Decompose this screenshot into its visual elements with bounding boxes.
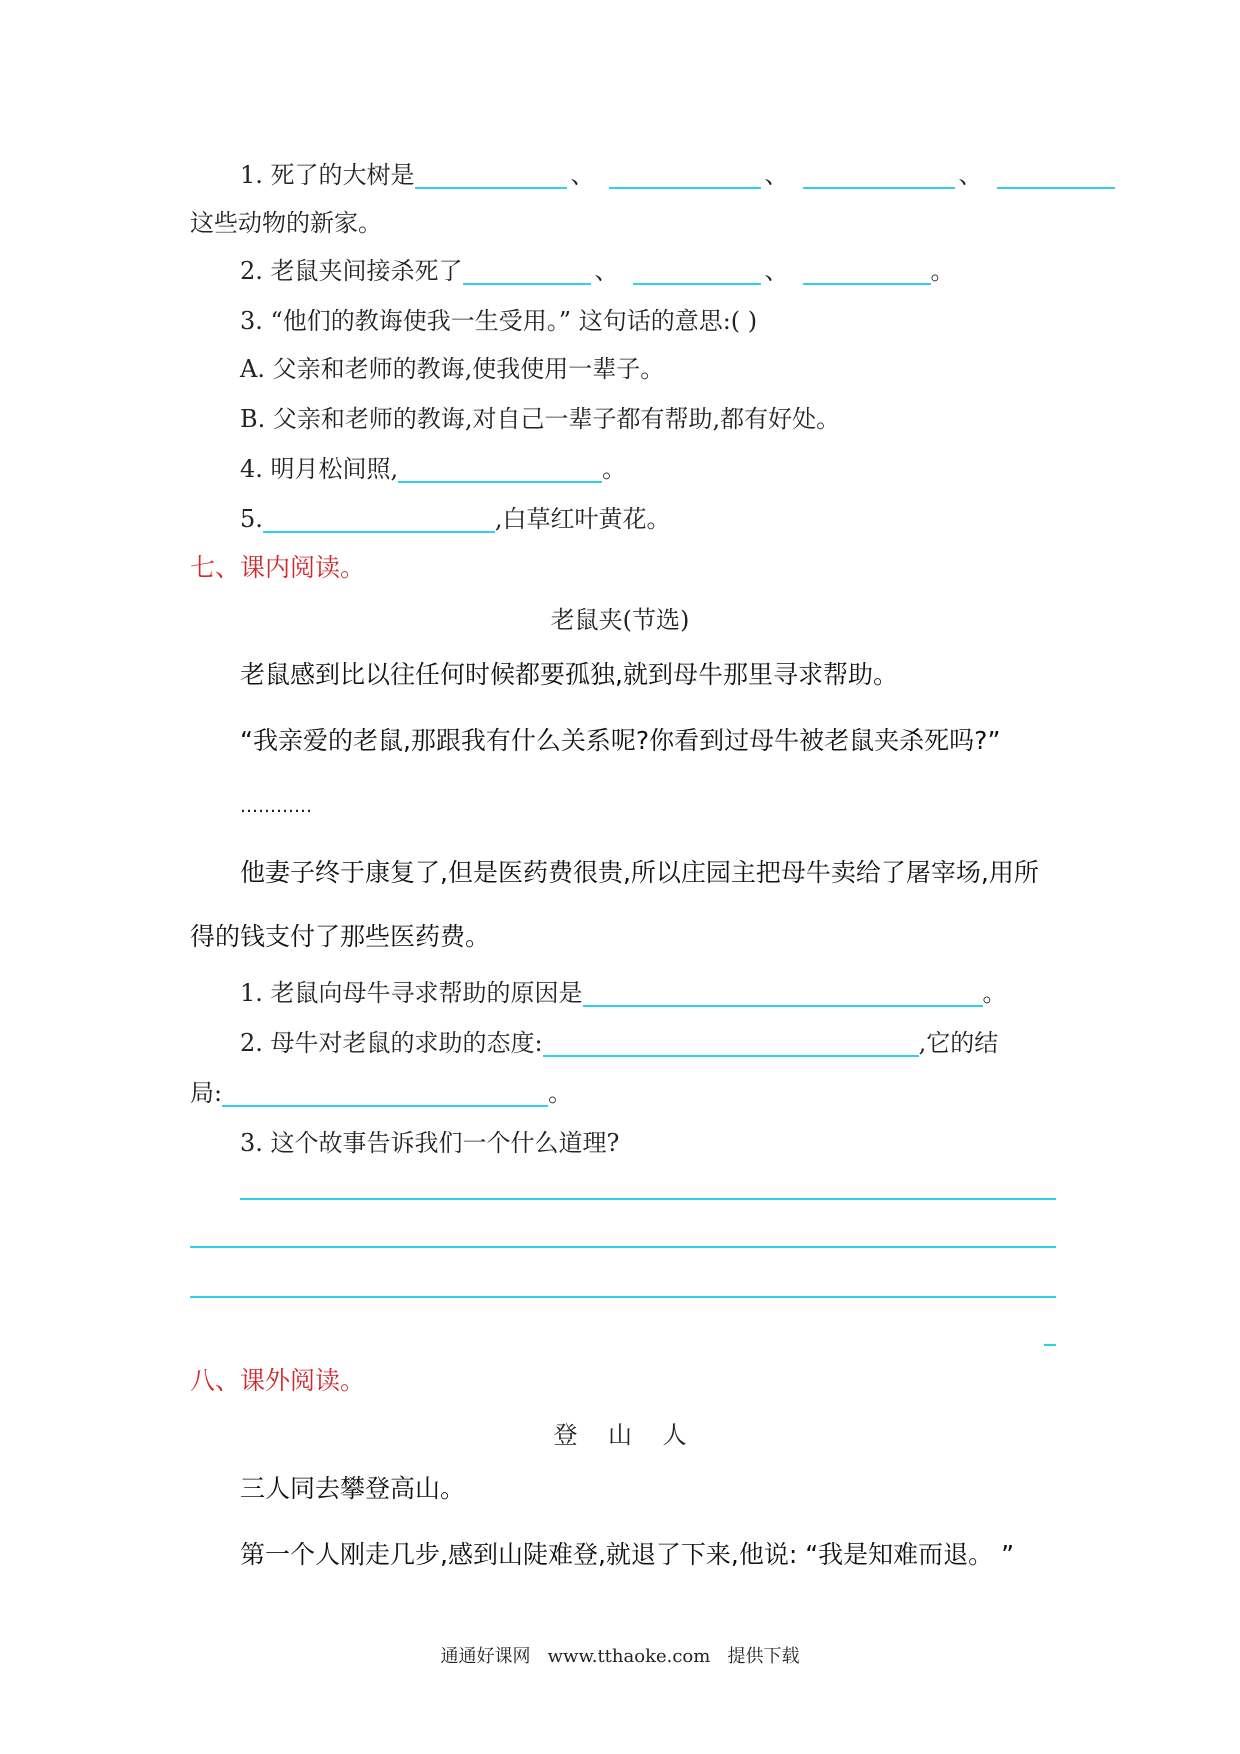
period: 。	[548, 1079, 573, 1107]
q2-line	[240, 254, 955, 288]
passage-paragraph-cont: 得的钱支付了那些医药费。	[190, 922, 491, 951]
q5-line	[240, 502, 671, 536]
separator: 、	[764, 161, 789, 189]
q3-question: 3. “他们的教诲使我一生受用。” 这句话的意思:( )	[240, 307, 758, 335]
passage-paragraph: 第一个人刚走几步,感到山陡难登,就退了下来,他说: “我是知难而退。 ”	[240, 1540, 1015, 1569]
answer-line[interactable]	[190, 1246, 1056, 1248]
answer-blank[interactable]	[415, 161, 567, 189]
passage-paragraph: 老鼠感到比以往任何时候都要孤独,就到母牛那里寻求帮助。	[240, 660, 898, 689]
s7-q2-prefix: 2. 母牛对老鼠的求助的态度:	[240, 1029, 543, 1057]
answer-blank[interactable]	[997, 161, 1115, 189]
s7-q1-line	[240, 976, 1007, 1010]
s7-q2-mid: ,它的结	[918, 1029, 999, 1057]
answer-blank[interactable]	[543, 1029, 919, 1057]
answer-blank[interactable]	[263, 505, 495, 533]
section7-heading: 七、课内阅读。	[190, 553, 366, 582]
answer-blank[interactable]	[633, 257, 761, 285]
s7-q2-cont: 局:	[190, 1079, 223, 1107]
separator: 、	[764, 257, 789, 285]
passage-paragraph: 三人同去攀登高山。	[240, 1474, 466, 1503]
answer-line[interactable]	[190, 1296, 1056, 1298]
q1-line	[240, 158, 1115, 192]
q2-prefix: 2. 老鼠夹间接杀死了	[240, 257, 463, 285]
answer-blank[interactable]	[463, 257, 591, 285]
page-footer: 通通好课网 www.tthaoke.com 提供下载	[440, 1646, 800, 1667]
s7-q2-continuation	[190, 1076, 572, 1110]
passage-paragraph: 他妻子终于康复了,但是医药费很贵,所以庄园主把母牛卖给了屠宰场,用所	[240, 858, 1039, 887]
period: 。	[982, 979, 1007, 1007]
passage-ellipsis: …………	[240, 796, 312, 817]
passage-title: 登 山 人	[553, 1421, 687, 1449]
answer-blank[interactable]	[609, 161, 761, 189]
q1-continuation: 这些动物的新家。	[190, 209, 382, 237]
option-b: B. 父亲和老师的教诲,对自己一辈子都有帮助,都有好处。	[240, 405, 841, 433]
q4-prefix: 4. 明月松间照,	[240, 455, 399, 483]
q1-prefix: 1. 死了的大树是	[240, 161, 415, 189]
answer-blank[interactable]	[803, 161, 955, 189]
q5-prefix: 5.	[240, 505, 263, 533]
separator: 、	[570, 161, 595, 189]
period: 。	[930, 257, 955, 285]
answer-blank[interactable]	[583, 979, 983, 1007]
q5-tail: ,白草红叶黄花。	[494, 505, 671, 533]
answer-blank[interactable]	[398, 455, 602, 483]
answer-line[interactable]	[240, 1198, 1056, 1200]
passage-paragraph: “我亲爱的老鼠,那跟我有什么关系呢?你看到过母牛被老鼠夹杀死吗?”	[240, 726, 1001, 755]
passage-title: 老鼠夹(节选)	[550, 606, 690, 634]
answer-blank[interactable]	[803, 257, 931, 285]
answer-line-stub[interactable]	[1044, 1344, 1056, 1346]
separator: 、	[594, 257, 619, 285]
option-a: A. 父亲和老师的教诲,使我使用一辈子。	[240, 355, 665, 383]
q4-line	[240, 452, 626, 486]
period: 。	[602, 455, 627, 483]
s7-q2-line	[240, 1026, 998, 1060]
s7-q3-question: 3. 这个故事告诉我们一个什么道理?	[240, 1129, 620, 1157]
separator: 、	[958, 161, 983, 189]
s7-q1-prefix: 1. 老鼠向母牛寻求帮助的原因是	[240, 979, 583, 1007]
answer-blank[interactable]	[222, 1079, 548, 1107]
section8-heading: 八、课外阅读。	[190, 1366, 366, 1395]
